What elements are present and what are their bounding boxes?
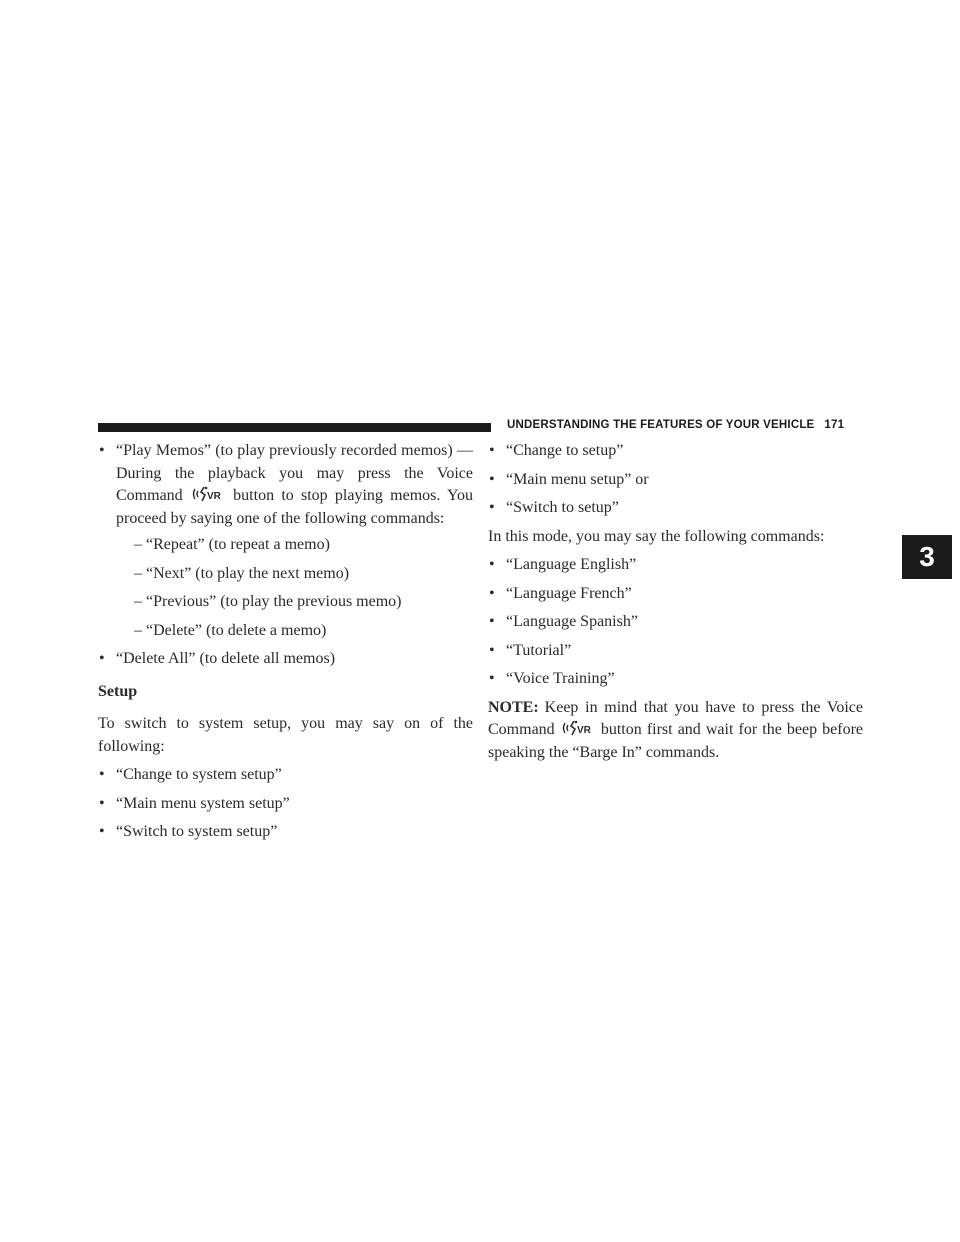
note-label: NOTE: [488,698,539,716]
voice-command-vr-icon [191,486,225,502]
bullet-play-memos [98,440,473,642]
memo-sub-commands [116,534,473,642]
bullet-dot: • [99,766,105,783]
sub-command-next: – “Next” (to play the next memo) [134,564,350,582]
list-item: “Change to system setup” [116,766,282,783]
svg-text:VR: VR [206,491,221,502]
header-rule [98,423,491,432]
mode-intro: In this mode, you may say the following commands: [488,527,825,545]
bullet-dot: • [489,499,495,516]
list-item: “Language Spanish” [506,613,638,630]
list-item: “Switch to system setup” [116,823,278,840]
bullet-dot: • [489,442,495,459]
bullet-switch-to-setup [488,497,863,520]
bullet-language-english [488,554,863,577]
list-item: “Main menu setup” or [506,470,649,488]
bullet-change-to-system-setup [98,764,473,787]
play-memos-text-b: button to stop playing memos. You proceed by saying one of the following commands: [116,487,473,527]
bullet-dot: • [489,670,495,687]
list-item: “Change to setup” [506,442,624,459]
bullet-switch-to-system-setup [98,821,473,844]
bullet-voice-training [488,668,863,691]
bullet-delete-all [98,648,473,671]
svg-text:VR: VR [576,725,591,736]
note-text-b: button first and wait for the beep before speaking the “Barge In” commands. [488,721,864,761]
bullet-dot: • [489,556,495,573]
sub-command-previous: – “Previous” (to play the previous memo) [134,593,402,610]
list-item: “Voice Training” [506,670,615,687]
note-paragraph [488,697,863,765]
play-memos-text-a: “Play Memos” (to play previously recorded memos) — During the playback you may press the Voice Command [116,442,473,504]
list-item: “Tutorial” [506,641,572,659]
bullet-main-menu-system-setup [98,793,473,816]
running-header [507,419,867,431]
delete-all-text: “Delete All” (to delete all memos) [116,650,336,667]
list-item: “Switch to setup” [506,499,619,516]
bullet-language-french [488,583,863,606]
chapter-tab: 3 [902,535,952,579]
bullet-tutorial [488,640,863,663]
list-item: “Language French” [506,584,632,602]
sub-command-repeat: – “Repeat” (to repeat a memo) [134,536,330,553]
bullet-dot: • [99,794,105,812]
bullet-dot: • [99,650,105,667]
voice-command-vr-icon [561,720,595,736]
list-item: “Main menu system setup” [116,794,290,812]
setup-intro: To switch to system setup, you may say on of the following: [98,715,473,755]
bullet-dot: • [99,823,105,840]
right-column [488,440,863,770]
bullet-dot: • [489,613,495,630]
sub-command-delete: – “Delete” (to delete a memo) [134,621,327,639]
note-text-a: Keep in mind that you have to press the Voice Command [488,698,863,738]
bullet-change-to-setup [488,440,863,463]
bullet-dot: • [489,641,495,659]
bullet-dot: • [99,442,105,459]
bullet-dot: • [489,584,495,602]
left-column [98,440,473,850]
setup-heading: Setup [98,682,138,700]
bullet-main-menu-setup [488,469,863,492]
list-item: “Language English” [506,556,637,573]
bullet-dot: • [489,470,495,488]
section-title: UNDERSTANDING THE FEATURES OF YOUR VEHICLE [507,419,815,431]
page-number: 171 [824,419,845,431]
bullet-language-spanish [488,611,863,634]
